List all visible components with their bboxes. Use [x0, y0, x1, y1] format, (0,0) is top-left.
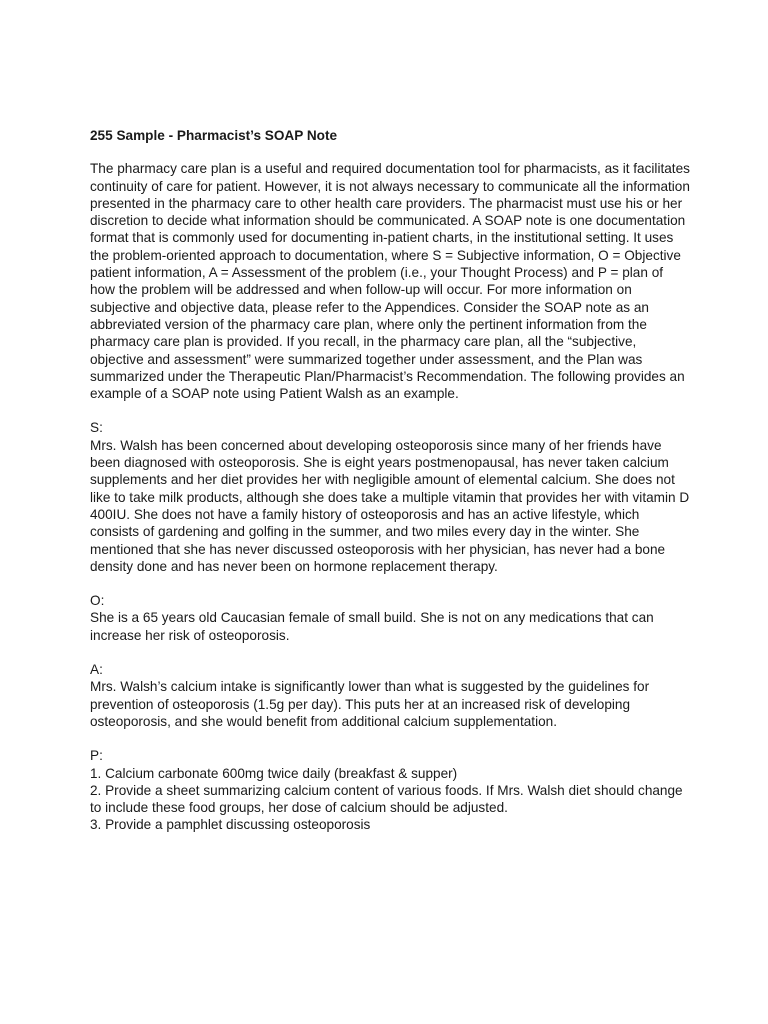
subjective-label: S: [90, 420, 103, 436]
assessment-label: A: [90, 662, 103, 678]
document-title: 255 Sample - Pharmacist’s SOAP Note [90, 128, 338, 143]
plan-item: 1. Calcium carbonate 600mg twice daily (breakfast & supper) [90, 765, 458, 781]
subjective-section [90, 419, 690, 575]
objective-section [90, 592, 690, 644]
objective-label: O: [90, 593, 105, 609]
plan-item: 3. Provide a pamphlet discussing osteoporosis [90, 817, 371, 833]
subjective-text: Mrs. Walsh has been concerned about developing osteoporosis since many of her friends have been diagnosed with osteoporosis. She is eight years postmenopausal, has never taken calcium supplements and her diet provides her with negligible amount of elemental calcium. She does not like to take milk products, although she does take a multiple vitamin that provides her with vitamin D 400IU. She does not have a family history of osteoporosis and has an active lifestyle, which consists of gardening and golfing in the summer, and two miles every day in the winter. She mentioned that she has never discussed osteoporosis with her physician, has never had a bone density done and has never been on hormone replacement therapy. [90, 437, 690, 574]
assessment-section [90, 661, 690, 730]
objective-text: She is a 65 years old Caucasian female of small build. She is not on any medications that can increase her risk of osteoporosis. [90, 610, 654, 643]
plan-item: 2. Provide a sheet summarizing calcium content of various foods. If Mrs. Walsh diet should change to include these food groups, her dose of calcium should be adjusted. [90, 782, 683, 816]
assessment-text: Mrs. Walsh’s calcium intake is significantly lower than what is suggested by the guidelines for prevention of osteoporosis (1.5g per day). This puts her at an increased risk of developing osteoporosis, and she would benefit from additional calcium supplementation. [90, 679, 650, 729]
document-page [90, 127, 690, 851]
plan-label: P: [90, 748, 103, 764]
intro-paragraph: The pharmacy care plan is a useful and required documentation tool for pharmacists, as it facilitates continuity of care for patient. However, it is not always necessary to communicate all the information presented in the pharmacy care to other health care providers. The pharmacist must use his or her discretion to decide what information should be communicated. A SOAP note is one documentation format that is commonly used for documenting in-patient charts, in the institutional setting. It uses the problem-oriented approach to documentation, where S = Subjective information, O = Objective patient information, A = Assessment of the problem (i.e., your Thought Process) and P = plan of how the problem will be addressed and when follow-up will occur. For more information on subjective and objective data, please refer to the Appendices. Consider the SOAP note as an abbreviated version of the pharmacy care plan, where only the pertinent information from the pharmacy care plan is provided. If you recall, in the pharmacy care plan, all the “subjective, objective and assessment” were summarized together under assessment, and the Plan was summarized under the Therapeutic Plan/Pharmacist’s Recommendation. The following provides an example of a SOAP note using Patient Walsh as an example. [90, 161, 690, 402]
plan-section [90, 747, 690, 833]
plan-list [90, 765, 690, 834]
